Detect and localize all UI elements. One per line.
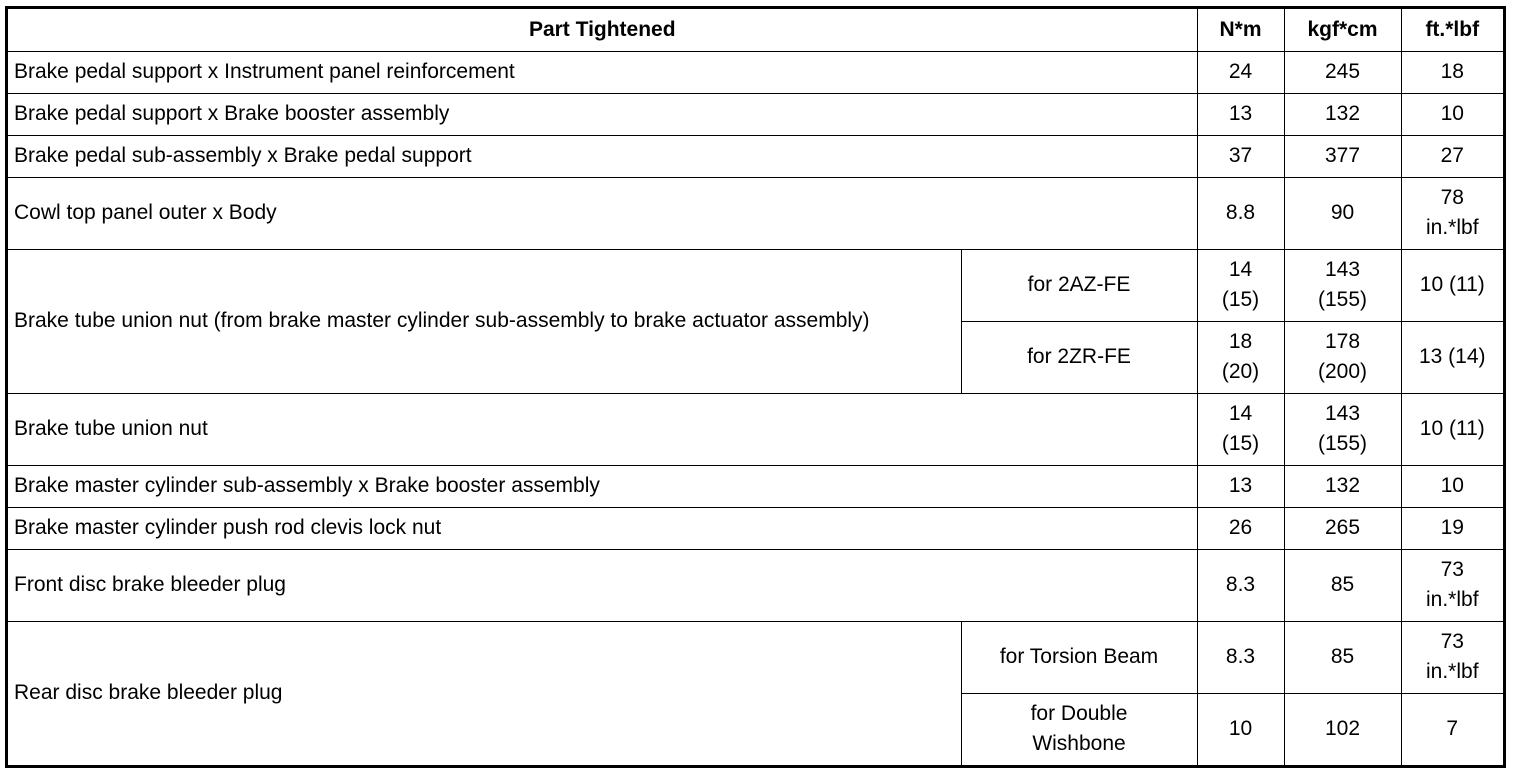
table-row (8, 393, 1503, 465)
ftlbf-cell: 10 (11) (1401, 393, 1503, 465)
kgf-cell: 377 (1284, 135, 1401, 177)
part-cell: Cowl top panel outer x Body (8, 177, 1197, 249)
ftlbf-cell: 7 (1401, 693, 1503, 765)
header-ft-lbf: ft.*lbf (1401, 9, 1503, 51)
part-cell: Brake master cylinder sub-assembly x Brake booster assembly (8, 465, 1197, 507)
nm-cell: 13 (1197, 93, 1284, 135)
kgf-cell: 132 (1284, 93, 1401, 135)
kgf-cell: 85 (1284, 621, 1401, 693)
ftlbf-cell: 10 (1401, 93, 1503, 135)
part-cell: Front disc brake bleeder plug (8, 549, 1197, 621)
ftlbf-cell: 73 in.*lbf (1401, 549, 1503, 621)
ftlbf-cell: 10 (1401, 465, 1503, 507)
nm-cell: 14 (15) (1197, 393, 1284, 465)
nm-cell: 24 (1197, 51, 1284, 93)
table-row (8, 465, 1503, 507)
kgf-cell: 102 (1284, 693, 1401, 765)
ftlbf-cell: 13 (14) (1401, 321, 1503, 393)
condition-cell: for 2AZ-FE (961, 249, 1197, 321)
header-row (8, 9, 1503, 51)
torque-spec-table-frame (5, 6, 1506, 768)
part-cell: Brake tube union nut (8, 393, 1197, 465)
table-row (8, 51, 1503, 93)
ftlbf-cell: 18 (1401, 51, 1503, 93)
table-row (8, 549, 1503, 621)
ftlbf-cell: 10 (11) (1401, 249, 1503, 321)
part-cell: Brake pedal support x Instrument panel reinforcement (8, 51, 1197, 93)
ftlbf-cell: 73 in.*lbf (1401, 621, 1503, 693)
table-row (8, 177, 1503, 249)
header-part-tightened: Part Tightened (8, 9, 1197, 51)
nm-cell: 8.3 (1197, 549, 1284, 621)
part-cell: Brake pedal support x Brake booster assembly (8, 93, 1197, 135)
table-row (8, 507, 1503, 549)
table-row (8, 249, 1503, 321)
ftlbf-cell: 78 in.*lbf (1401, 177, 1503, 249)
torque-spec-table (8, 9, 1503, 766)
kgf-cell: 143 (155) (1284, 249, 1401, 321)
nm-cell: 26 (1197, 507, 1284, 549)
condition-cell: for 2ZR-FE (961, 321, 1197, 393)
nm-cell: 8.8 (1197, 177, 1284, 249)
nm-cell: 10 (1197, 693, 1284, 765)
condition-cell: for Double Wishbone (961, 693, 1197, 765)
part-cell: Brake master cylinder push rod clevis lock nut (8, 507, 1197, 549)
part-cell: Brake tube union nut (from brake master cylinder sub-assembly to brake actuator assembly) (8, 249, 961, 393)
ftlbf-cell: 19 (1401, 507, 1503, 549)
kgf-cell: 132 (1284, 465, 1401, 507)
table-row (8, 135, 1503, 177)
part-cell: Brake pedal sub-assembly x Brake pedal support (8, 135, 1197, 177)
part-cell: Rear disc brake bleeder plug (8, 621, 961, 765)
nm-cell: 18 (20) (1197, 321, 1284, 393)
nm-cell: 37 (1197, 135, 1284, 177)
nm-cell: 8.3 (1197, 621, 1284, 693)
condition-cell: for Torsion Beam (961, 621, 1197, 693)
header-kgf-cm: kgf*cm (1284, 9, 1401, 51)
header-nm: N*m (1197, 9, 1284, 51)
kgf-cell: 85 (1284, 549, 1401, 621)
kgf-cell: 143 (155) (1284, 393, 1401, 465)
kgf-cell: 265 (1284, 507, 1401, 549)
kgf-cell: 245 (1284, 51, 1401, 93)
nm-cell: 13 (1197, 465, 1284, 507)
nm-cell: 14 (15) (1197, 249, 1284, 321)
ftlbf-cell: 27 (1401, 135, 1503, 177)
kgf-cell: 178 (200) (1284, 321, 1401, 393)
table-row (8, 621, 1503, 693)
table-row (8, 93, 1503, 135)
kgf-cell: 90 (1284, 177, 1401, 249)
